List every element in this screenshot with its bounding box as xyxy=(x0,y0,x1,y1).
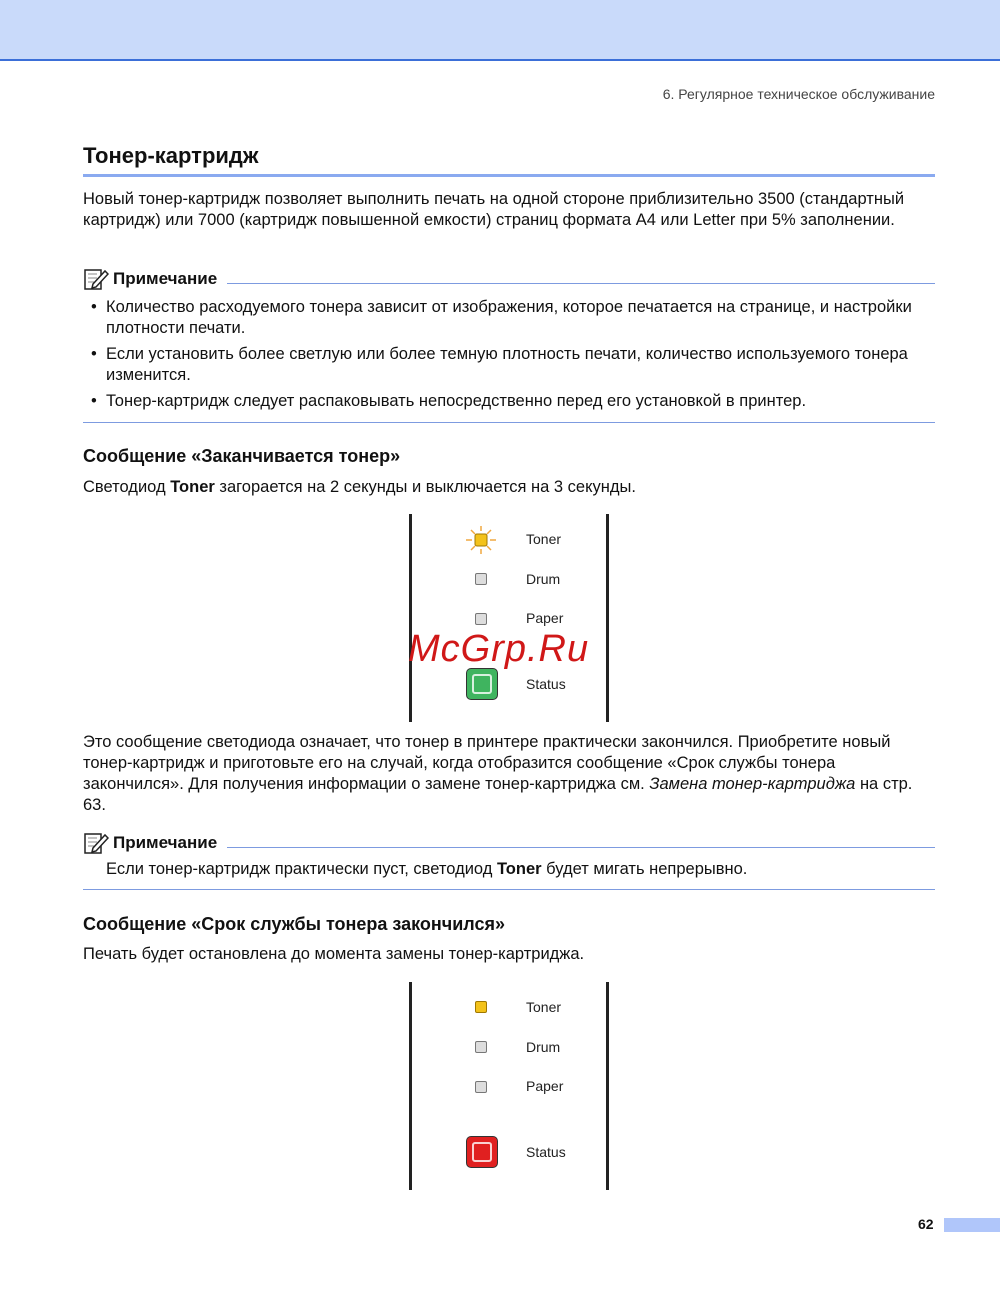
divider xyxy=(83,889,935,890)
text: Если тонер-картридж практически пуст, светодиод xyxy=(106,860,497,878)
note-item: • Если установить более светлую или более темную плотность печати, количество используемого тонера изменится. xyxy=(91,344,935,386)
page-number: 62 xyxy=(918,1216,934,1232)
note-1 xyxy=(83,266,935,423)
toner-led-on-icon xyxy=(475,1001,487,1013)
led-label-status: Status xyxy=(526,676,566,692)
status-led-green-icon xyxy=(466,668,498,700)
note-label: Примечание xyxy=(113,269,218,288)
link-replace-toner[interactable]: Замена тонер-картриджа xyxy=(649,775,856,793)
text: загорается на 2 секунды и выключается на 3 секунды. xyxy=(214,478,636,496)
text: будет мигать непрерывно. xyxy=(541,860,748,878)
header-bar xyxy=(0,0,1000,61)
led-panel-toner-end xyxy=(409,982,609,1190)
paper-led-off-icon xyxy=(475,613,487,625)
led-label-toner: Toner xyxy=(526,999,562,1015)
led-label-drum: Drum xyxy=(526,571,561,587)
led-label-paper: Paper xyxy=(526,1078,564,1094)
led-label-paper: Paper xyxy=(526,610,564,626)
text: Это сообщение светодиода означает, что тонер в принтере практически закончился. Приобретите новый тонер-картридж и приготовьте его на случай, когда отобразится сообщение «Срок службы тонера закончился». Для получения информации о замене тонер-картриджа см. xyxy=(83,733,891,793)
intro-text: Новый тонер-картридж позволяет выполнить печать на одной стороне приблизительно 3500 (стандартный картридж) или 7000 (картридж повышенной емкости) страниц формата A4 или Letter при 5% заполнении. xyxy=(83,190,905,229)
note-item: • Тонер-картридж следует распаковывать непосредственно перед его установкой в принтер. xyxy=(91,391,935,412)
toner-led-blinking-icon xyxy=(464,525,498,555)
toner-bold: Toner xyxy=(496,860,542,878)
divider xyxy=(227,847,935,848)
paper-led-off-icon xyxy=(475,1081,487,1093)
low-toner-desc xyxy=(83,477,636,498)
divider xyxy=(83,422,935,423)
note-pencil-icon xyxy=(83,831,109,855)
page-number-bar xyxy=(944,1218,1000,1232)
drum-led-off-icon xyxy=(475,573,487,585)
note-item: • Количество расходуемого тонера зависит от изображения, которое печатается на странице, и настройки плотности печати. xyxy=(91,297,935,339)
page-title: Тонер-картридж xyxy=(83,143,935,177)
led-label-status: Status xyxy=(526,1144,566,1160)
toner-end-desc: Печать будет остановлена до момента замены тонер-картриджа. xyxy=(83,945,585,963)
led-label-toner: Toner xyxy=(526,531,562,547)
divider xyxy=(227,283,935,284)
led-label-drum: Drum xyxy=(526,1039,561,1055)
text: на стр. 63. xyxy=(83,775,913,814)
status-led-red-icon xyxy=(466,1136,498,1168)
led-panel-low-toner xyxy=(409,514,609,722)
watermark: McGrp.Ru xyxy=(408,628,590,670)
note-text xyxy=(106,859,935,880)
drum-led-off-icon xyxy=(475,1041,487,1053)
note-label: Примечание xyxy=(113,833,218,852)
section-heading-toner-end: Сообщение «Срок службы тонера закончился» xyxy=(83,914,506,934)
text: Светодиод xyxy=(83,478,171,496)
note-pencil-icon xyxy=(83,267,109,291)
low-toner-explanation xyxy=(83,732,933,816)
running-title: 6. Регулярное техническое обслуживание xyxy=(662,86,935,102)
toner-bold: Toner xyxy=(170,478,215,496)
note-2 xyxy=(83,830,935,890)
section-heading-low-toner: Сообщение «Заканчивается тонер» xyxy=(83,446,401,466)
